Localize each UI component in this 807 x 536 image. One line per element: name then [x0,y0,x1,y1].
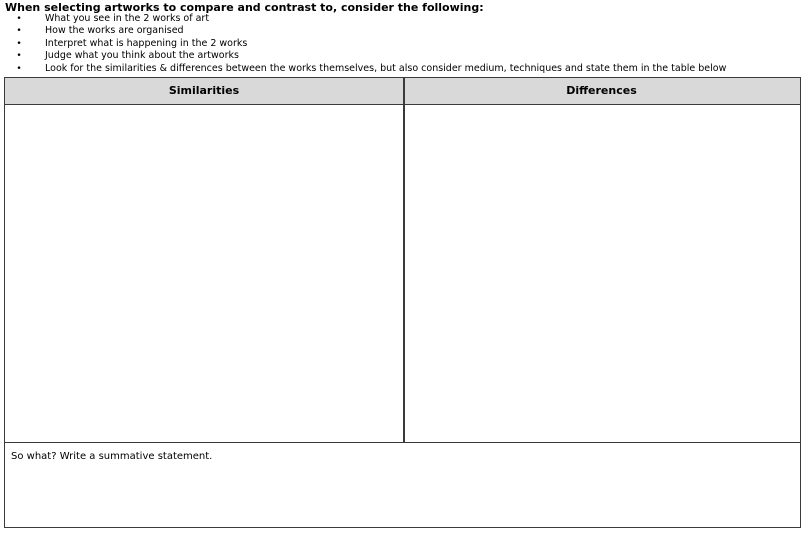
instructions-heading: When selecting artworks to compare and contrast to, consider the following: [5,1,484,14]
similarities-cell[interactable] [5,105,403,442]
instruction-text: How the works are organised [45,25,184,37]
similarities-header: Similarities [168,84,240,97]
instruction-text: What you see in the 2 works of art [45,13,210,24]
bullet-icon: • [16,14,22,24]
bullet-icon: • [16,26,22,37]
differences-cell[interactable] [405,105,799,442]
bullet-icon: • [16,63,22,74]
instruction-text: Judge what you think about the artworks [45,50,239,62]
summary-prompt: So what? Write a summative statement. [11,450,213,462]
differences-header: Differences [566,84,637,97]
summary-cell[interactable] [5,442,800,527]
compare-contrast-table [4,77,801,528]
bullet-icon: • [16,51,22,62]
instruction-text: Interpret what is happening in the 2 works [45,37,248,49]
bullet-icon: • [16,38,22,49]
instruction-text: Look for the similarities & differences between the works themselves, but also consider medium, techniques and state them in the table below [45,62,727,74]
